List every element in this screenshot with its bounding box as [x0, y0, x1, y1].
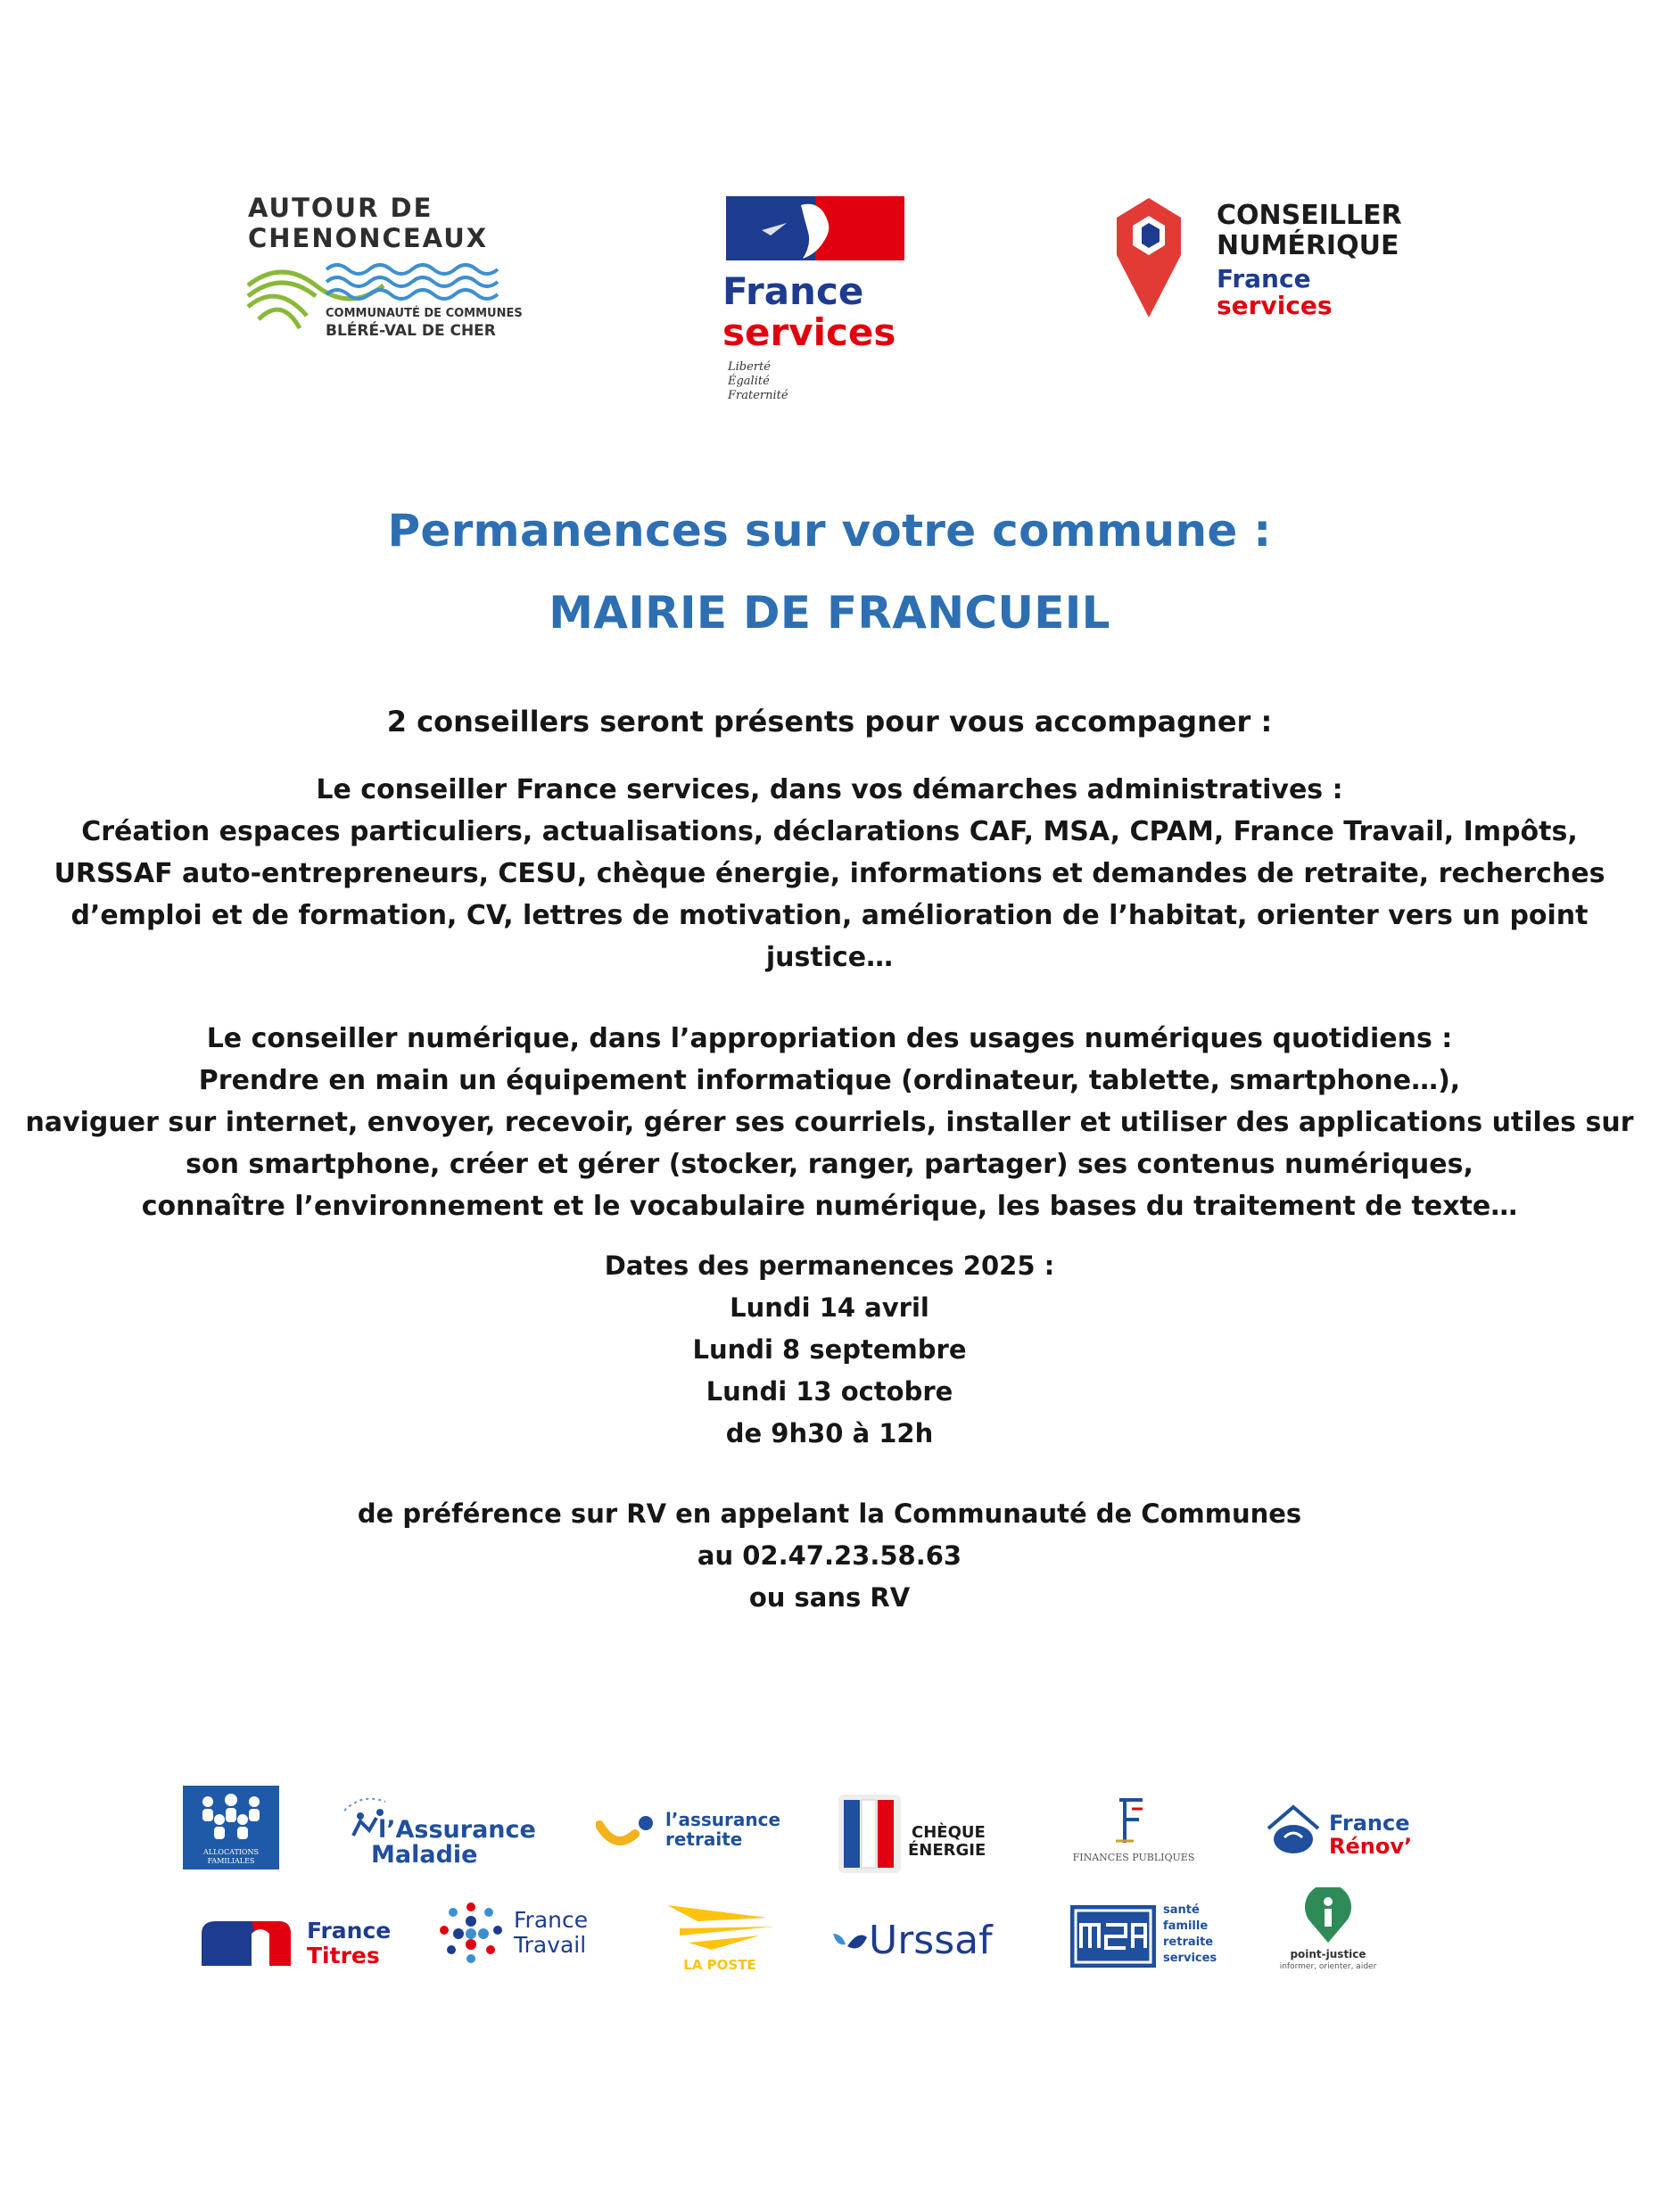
- dates-block: [0, 1245, 1659, 1455]
- logo-la-poste: [662, 1900, 778, 1977]
- chenonceaux-line3: COMMUNAUTÉ DE COMMUNES: [326, 307, 523, 320]
- caf-family-icon: [195, 1793, 267, 1843]
- logo-cheque-energie: [838, 1795, 999, 1875]
- france-titres-line1: France: [307, 1918, 392, 1944]
- point-justice-line1: point-justice: [1290, 1948, 1366, 1960]
- num-line: connaître l’environnement et le vocabulaire numérique, les bases du traitement de texte…: [141, 1191, 1518, 1222]
- map-pin-icon: [1115, 196, 1183, 321]
- logo-france-travail: [437, 1900, 615, 1971]
- logo-finances-publiques: [1058, 1796, 1209, 1868]
- contact-phone: au 02.47.23.58.63: [697, 1540, 962, 1571]
- france-renov-line1: France: [1329, 1811, 1410, 1836]
- title-line1: Permanences sur votre commune :: [387, 505, 1272, 557]
- contact-line3: ou sans RV: [748, 1582, 911, 1613]
- la-poste-label: LA POSTE: [683, 1957, 756, 1973]
- france-services-line1: France: [722, 269, 864, 313]
- date-item: Lundi 13 octobre: [706, 1376, 953, 1407]
- logo-france-services: [722, 196, 919, 419]
- france-services-motto2: Égalité: [728, 375, 770, 388]
- logo-assurance-maladie: [337, 1793, 551, 1873]
- fs-line: Le conseiller France services, dans vos démarches administratives :: [316, 774, 1343, 805]
- num-line: Prendre en main un équipement informatique (ordinateur, tablette, smartphone…),: [198, 1065, 1461, 1096]
- contact-block: [0, 1493, 1659, 1619]
- fs-line: Création espaces particuliers, actualisations, déclarations CAF, MSA, CPAM, France Travail, Impôts,: [81, 816, 1578, 847]
- urssaf-label: Urssaf: [869, 1918, 993, 1963]
- date-item: Lundi 8 septembre: [692, 1334, 967, 1365]
- assurance-retraite-line1: l’assurance: [665, 1809, 781, 1830]
- france-services-motto3: Fraternité: [728, 389, 788, 402]
- conseiller-line4: services: [1217, 291, 1333, 320]
- france-titres-card-icon: [198, 1916, 294, 1969]
- france-services-motto1: Liberté: [728, 360, 771, 374]
- conseiller-line1: CONSEILLER: [1217, 200, 1402, 231]
- france-travail-dots-icon: [437, 1900, 505, 1968]
- france-services-block: [0, 769, 1659, 978]
- numerique-block: [0, 1018, 1659, 1227]
- finances-publiques-label: FINANCES PUBLIQUES: [1072, 1852, 1195, 1863]
- assurance-retraite-line2: retraite: [665, 1828, 743, 1850]
- france-travail-line1: France: [514, 1907, 589, 1933]
- title-line2: MAIRIE DE FRANCUEIL: [549, 587, 1110, 639]
- msa-logo-icon: [1070, 1905, 1156, 1968]
- marianne-flag-icon: [726, 196, 904, 260]
- cheque-energie-line2: ÉNERGIE: [908, 1841, 986, 1860]
- logo-caf: [183, 1786, 279, 1869]
- france-titres-line2: Titres: [307, 1943, 380, 1969]
- fs-line: justice…: [765, 942, 894, 973]
- point-justice-line2: informer, orienter, aider: [1279, 1962, 1377, 1971]
- chenonceaux-line2: CHENONCEAUX: [248, 223, 489, 253]
- la-poste-bird-icon: [662, 1900, 778, 1953]
- conseiller-line3: France: [1217, 264, 1311, 293]
- fs-line: d’emploi et de formation, CV, lettres de motivation, amélioration de l’habitat, orienter vers un point: [70, 900, 1589, 931]
- num-line: Le conseiller numérique, dans l’appropriation des usages numériques quotidiens :: [206, 1023, 1453, 1054]
- msa-line4: services: [1163, 1952, 1217, 1965]
- logo-assurance-retraite: [596, 1809, 783, 1862]
- finances-publiques-f-icon: [1107, 1796, 1151, 1846]
- france-renov-line2: Rénov’: [1329, 1834, 1413, 1859]
- msa-line3: retraite: [1163, 1936, 1214, 1949]
- intro-text: 2 conseillers seront présents pour vous accompagner :: [386, 705, 1273, 739]
- france-services-line2: services: [722, 310, 896, 354]
- chenonceaux-line4: BLÉRÉ-VAL DE CHER: [326, 322, 496, 340]
- contact-line1: de préférence sur RV en appelant la Communauté de Communes: [357, 1498, 1302, 1529]
- msa-line2: famille: [1163, 1919, 1209, 1933]
- logo-france-renov: [1265, 1802, 1443, 1864]
- conseiller-line2: NUMÉRIQUE: [1217, 230, 1399, 261]
- num-line: naviguer sur internet, envoyer, recevoir, gérer ses courriels, installer et utiliser des applications utiles sur: [25, 1107, 1634, 1138]
- logo-urssaf: [830, 1918, 1035, 1971]
- assurance-maladie-line2: Maladie: [371, 1841, 478, 1869]
- logo-msa: [1070, 1903, 1249, 1975]
- assurance-maladie-line1: l’Assurance: [378, 1816, 536, 1844]
- caf-label: ALLOCATIONS FAMILIALES: [203, 1848, 259, 1865]
- num-line: son smartphone, créer et gérer (stocker, ranger, partager) ses contenus numériques,: [186, 1149, 1473, 1180]
- logo-chenonceaux: [241, 187, 544, 366]
- logo-conseiller-numerique: [1115, 196, 1436, 330]
- point-justice-pin-icon: [1301, 1887, 1355, 1944]
- cheque-energie-flag-icon: [838, 1795, 901, 1873]
- dates-title: Dates des permanences 2025 :: [604, 1250, 1055, 1281]
- logo-france-titres: [198, 1909, 403, 1980]
- msa-line1: santé: [1163, 1903, 1200, 1917]
- chenonceaux-line1: AUTOUR DE: [248, 193, 433, 223]
- date-item: Lundi 14 avril: [730, 1292, 929, 1323]
- logo-point-justice: [1261, 1887, 1395, 1977]
- france-travail-line2: Travail: [514, 1932, 587, 1958]
- dates-hours: de 9h30 à 12h: [725, 1418, 934, 1449]
- assurance-retraite-icon: [596, 1812, 662, 1850]
- cheque-energie-line1: CHÈQUE: [912, 1823, 986, 1842]
- france-renov-house-icon: [1265, 1802, 1322, 1859]
- urssaf-leaf-icon: [830, 1930, 869, 1957]
- fs-line: URSSAF auto-entrepreneurs, CESU, chèque énergie, informations et demandes de retraite, recherches: [54, 858, 1605, 889]
